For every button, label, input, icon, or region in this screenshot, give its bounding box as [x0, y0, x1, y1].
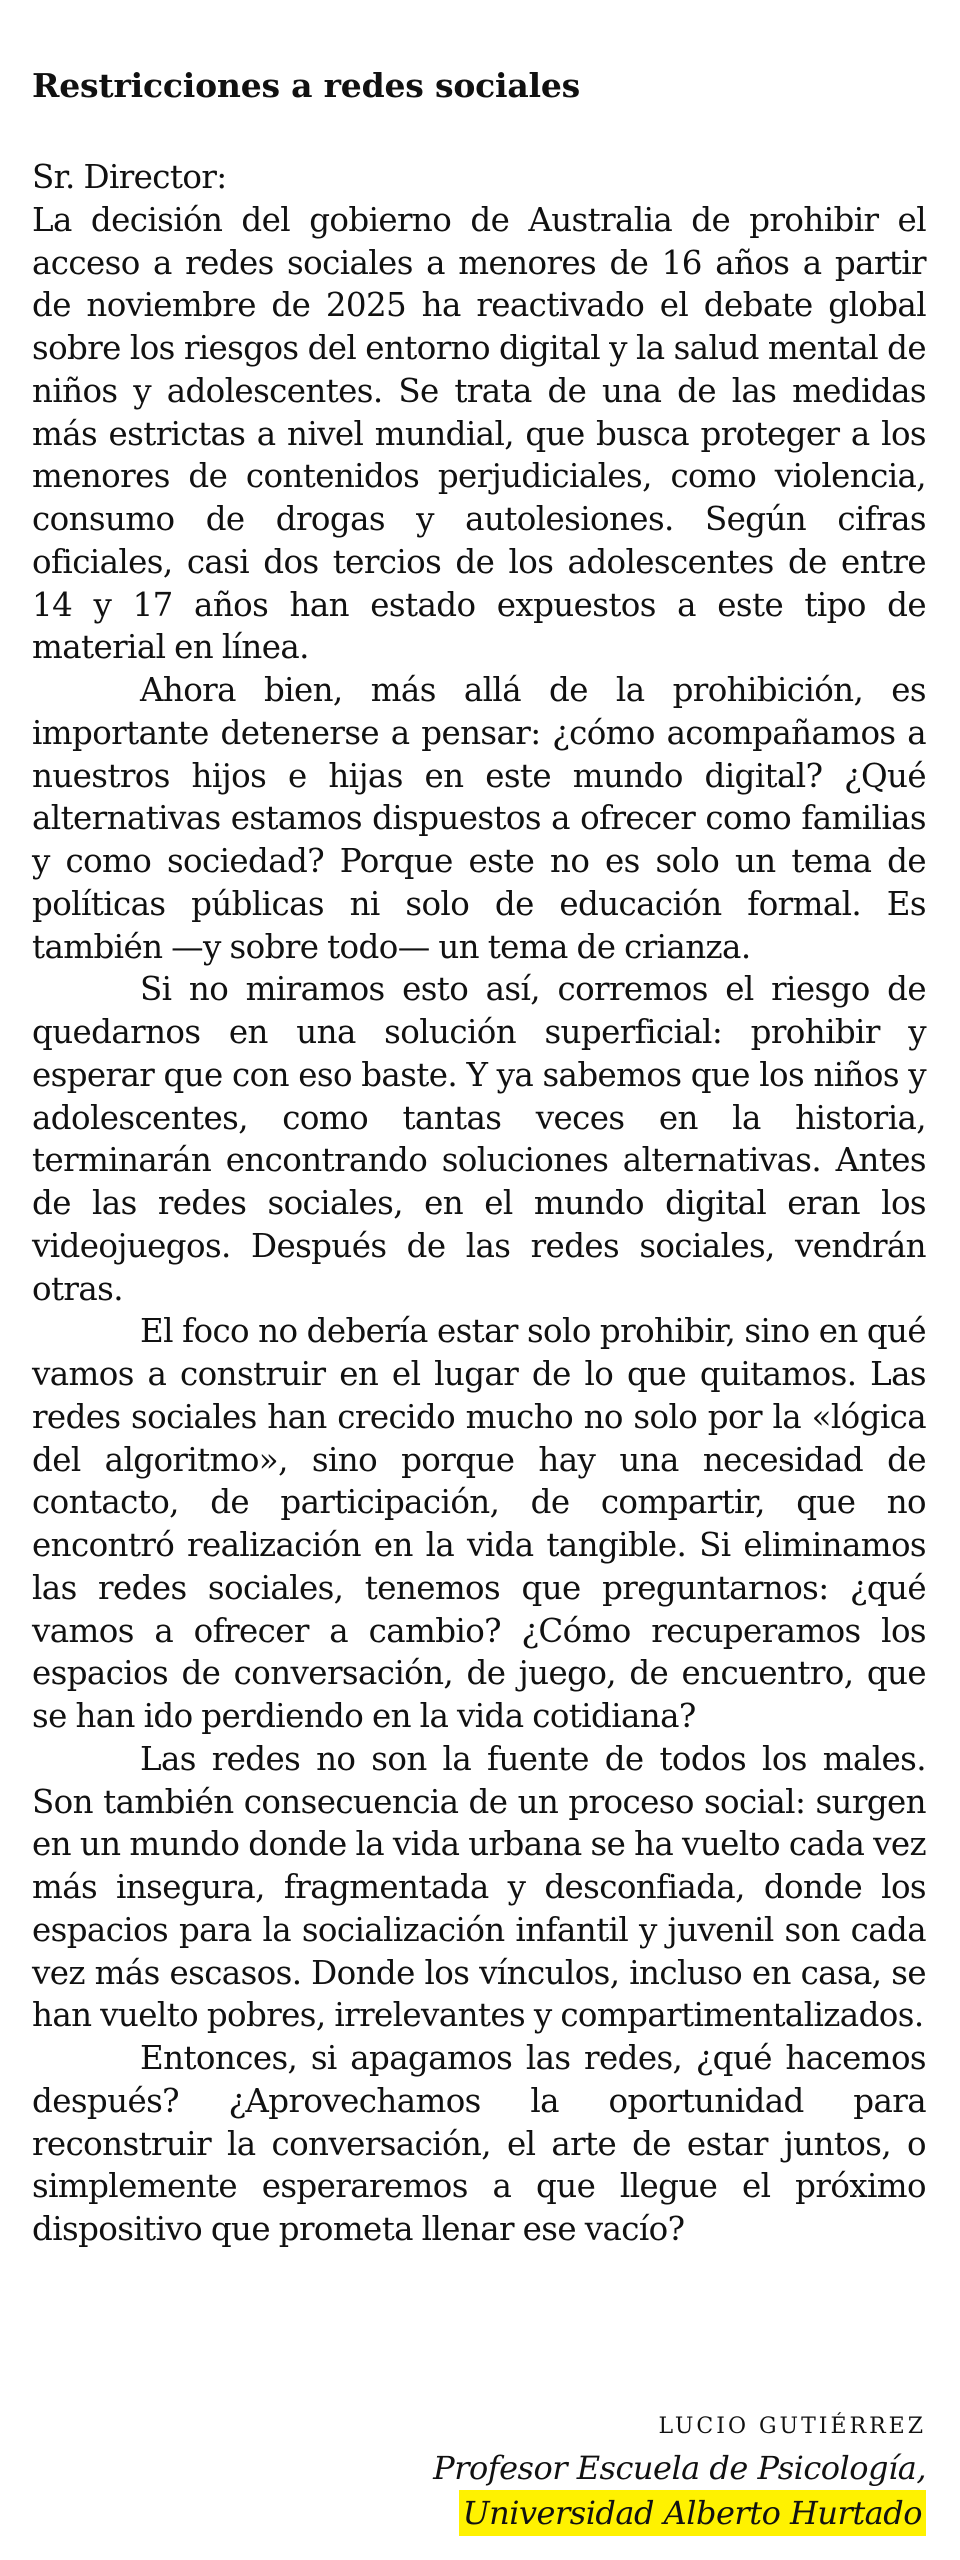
paragraph-4: El foco no debería estar solo prohibir, sino en qué vamos a construir en el lugar de lo que quitamos. Las redes sociales han crecido mucho no solo por la «lógica del algoritmo», sino porque hay una necesidad de contacto, de participación, de compartir, que no encontró realización en la vida tangible. Si eliminamos las redes sociales, tenemos que preguntarnos: ¿qué vamos a ofrecer a cambio? ¿Cómo recuperamos los espacios de conversación, de juego, de encuentro, que se han ido perdiendo en la vida cotidiana? [32, 1312, 926, 1735]
paragraph-3: Si no miramos esto así, corremos el riesgo de quedarnos en una solución superficial: prohibir y esperar que con eso baste. Y ya sabemos que los niños y adolescentes, como tantas veces en la historia, terminarán encontrando soluciones alternativas. Antes de las redes sociales, en el mundo digital eran los videojuegos. Después de las redes sociales, vendrán otras. [32, 970, 926, 1308]
author-role: Profesor Escuela de Psicología, [433, 2449, 926, 2487]
author-name: LUCIO GUTIÉRREZ [658, 2414, 926, 2439]
letter-title: Restricciones a redes sociales [32, 66, 581, 105]
paragraph-5: Las redes no son la fuente de todos los males. Son también consecuencia de un proceso social: surgen en un mundo donde la vida urbana se ha vuelto cada vez más insegura, fragmentada y desconfiada, donde los espacios para la socialización infantil y juvenil son cada vez más escasos. Donde los vínculos, incluso en casa, se han vuelto pobres, irrelevantes y compartimentalizados. [32, 1739, 926, 2035]
paragraph-6: Entonces, si apagamos las redes, ¿qué hacemos después? ¿Aprovechamos la oportunidad para reconstruir la conversación, el arte de estar juntos, o simplemente esperaremos a que llegue el próximo dispositivo que prometa llenar ese vacío? [32, 2039, 926, 2248]
signature-block [433, 2408, 926, 2536]
paragraph-2: Ahora bien, más allá de la prohibición, es importante detenerse a pensar: ¿cómo acompañamos a nuestros hijos e hijas en este mundo digital? ¿Qué alternativas estamos dispuestos a ofrecer como familias y como sociedad? Porque este no es solo un tema de políticas públicas ni solo de educación formal. Es también —y sobre todo— un tema de crianza. [32, 671, 926, 966]
paragraph-1: La decisión del gobierno de Australia de prohibir el acceso a redes sociales a menores de 16 años a partir de noviembre de 2025 ha reactivado el debate global sobre los riesgos del entorno digital y la salud mental de niños y adolescentes. Se trata de una de las medidas más estrictas a nivel mundial, que busca proteger a los menores de contenidos perjudiciales, como violencia, consumo de drogas y autolesiones. Según cifras oficiales, casi dos tercios de los adolescentes de entre 14 y 17 años han estado expuestos a este tipo de material en línea. [32, 200, 926, 667]
author-institution: Universidad Alberto Hurtado [459, 2490, 926, 2536]
letter-body [32, 156, 926, 2251]
salutation: Sr. Director: [32, 158, 227, 196]
